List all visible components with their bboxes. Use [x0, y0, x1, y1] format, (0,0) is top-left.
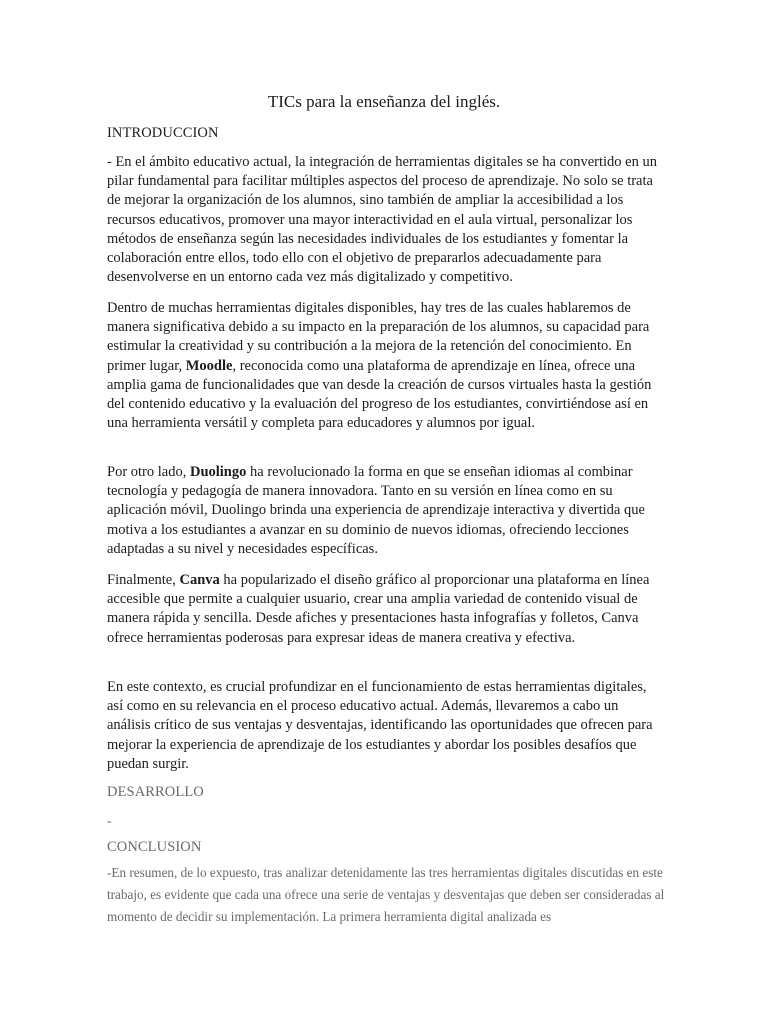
intro-paragraph-4 — [107, 571, 662, 648]
paragraph-text: Por otro lado, — [107, 464, 190, 480]
conclusion-heading: CONCLUSION — [107, 839, 202, 855]
intro-heading: INTRODUCCION — [107, 125, 219, 141]
paragraph-text: Finalmente, — [107, 572, 180, 588]
intro-paragraph-3 — [107, 463, 662, 559]
paragraph-text: ha popularizado el diseño gráfico al proporcionar una plataforma en línea accesible que permite a cualquier usuario, crear una amplia variedad de contenido visual de manera rápida y sencilla. Desde afiches y presentaciones hasta infografías y folletos, Canva ofrece herramientas poderosas para expresar ideas de manera creativa y efectiva. — [107, 572, 650, 646]
paragraph-text: Dentro de muchas herramientas digitales disponibles, hay tres de las cuales hablaremos de manera significativa debido a su impacto en la preparación de los alumnos, su capacidad para estimular la creatividad y su contribución a la mejora de la retención del conocimiento. En primer lugar, — [107, 300, 650, 374]
paragraph-text: ha revolucionado la forma en que se enseñan idiomas al combinar tecnología y pedagogía de manera innovadora. Tanto en su versión en línea como en su aplicación móvil, Duolingo brinda una experiencia de aprendizaje interactiva y divertida que motiva a los estudiantes a avanzar en su dominio de nuevos idiomas, ofreciendo lecciones adaptadas a su nivel y necesidades específicas. — [107, 464, 645, 557]
document-title: TICs para la enseñanza del inglés. — [267, 92, 501, 111]
moodle-term: Moodle — [185, 357, 233, 374]
development-placeholder: - — [107, 814, 112, 829]
intro-paragraph-1: - En el ámbito educativo actual, la integración de herramientas digitales se ha convertido en un pilar fundamental para facilitar múltiples aspectos del proceso de aprendizaje. No solo se trata de mejorar la organización de los alumnos, sino también de ampliar la accesibilidad a los recursos educativos, promover una mayor interactividad en el aula virtual, personalizar los métodos de enseñanza según las necesidades individuales de los estudiantes y fomentar la colaboración entre ellos, todo ello con el objetivo de prepararlos adecuadamente para desenvolverse en un entorno cada vez más digitalizado y competitivo. — [107, 154, 657, 286]
intro-paragraph-2 — [107, 299, 662, 433]
paragraph-text: , reconocida como una plataforma de aprendizaje en línea, ofrece una amplia gama de funcionalidades que van desde la creación de cursos virtuales hasta la gestión del contenido educativo y la evaluación del progreso de los estudiantes, convirtiéndose así en una herramienta versátil y completa para educadores y alumnos por igual. — [107, 357, 652, 432]
development-heading: DESARROLLO — [107, 784, 204, 800]
canva-term: Canva — [179, 572, 220, 588]
conclusion-paragraph: -En resumen, de lo expuesto, tras analizar detenidamente las tres herramientas digitales discutidas en este trabajo, es evidente que cada una ofrece una serie de ventajas y desventajas que deben ser consideradas al momento de decidir su implementación. La primera herramienta digital analizada es — [107, 865, 665, 924]
duolingo-term: Duolingo — [189, 464, 247, 480]
intro-paragraph-5: En este contexto, es crucial profundizar en el funcionamiento de estas herramientas digitales, así como en su relevancia en el proceso educativo actual. Además, llevaremos a cabo un análisis crítico de sus ventajas y desventajas, identificando las oportunidades que ofrecen para mejorar la experiencia de aprendizaje de los estudiantes y abordar los posibles desafíos que puedan surgir. — [107, 679, 653, 772]
